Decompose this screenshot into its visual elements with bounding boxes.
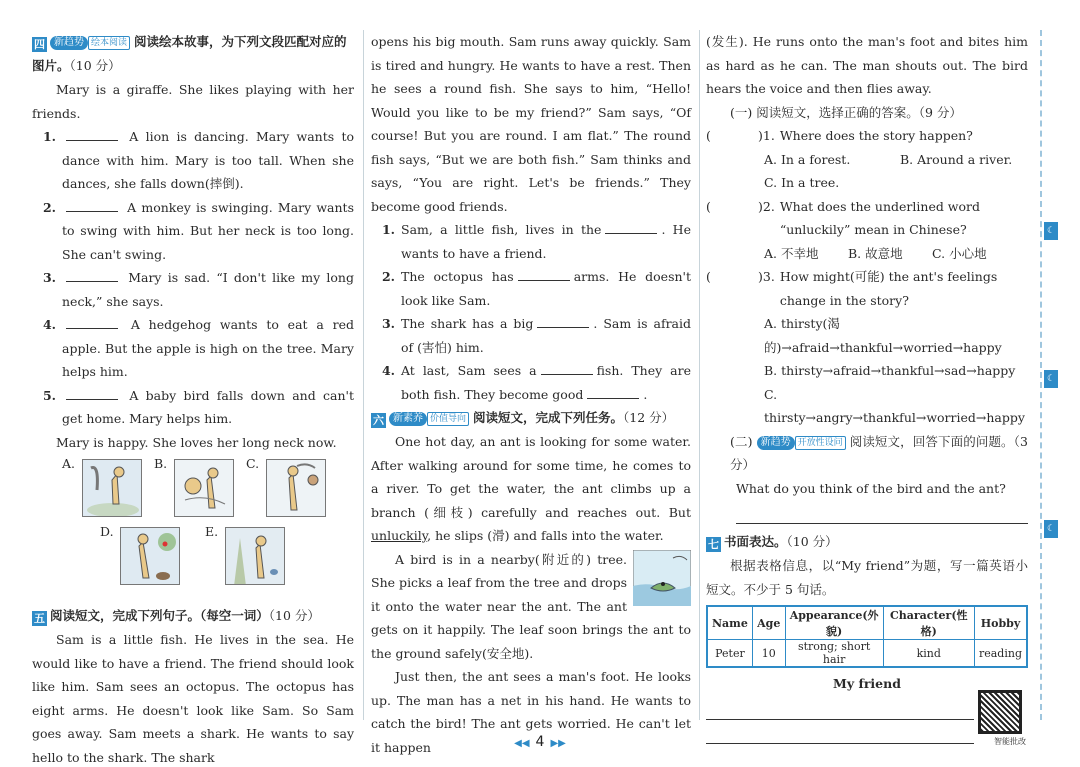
answer-blank[interactable] (66, 388, 118, 400)
giraffe-illustration (83, 460, 142, 517)
section-title: 书面表达。 (724, 534, 787, 549)
fill-item: 1. Sam, a little fish, lives in the . He wants to have a friend. (381, 222, 691, 261)
story-intro: Mary is a giraffe. She likes playing with her friends. (32, 82, 354, 121)
passage-paragraph: opens his big mouth. Sam runs away quickly. Sam is tired and hungry. He wants to have a rest. Then he sees a round fish. She says to him, “Hello! Would you like to be my friend?” Sam says, “Of course! But you are round. I am flat.” The round fish says, “But we are both fish.” Sam thinks and says, “You are right. Let's be friends.” They become good friends. (371, 34, 691, 214)
passage-paragraph: One hot day, an ant is looking for some water. After walking around for some time, he comes to a river. To get the water, the ant climbs up a branch (细枝) carefully and reaches out. But unluckily, he slips (滑) and falls into the water. (371, 434, 691, 543)
fill-item: 3. The shark has a big . Sam is afraid of (害怕) him. (381, 316, 691, 355)
table-header-row: Name Age Appearance(外貌) Character(性格) Hobby (707, 606, 1027, 640)
answer-paren[interactable]: ( (706, 128, 711, 143)
section-number: 五 (34, 612, 45, 625)
choice-question: ( )3. How might(可能) the ant's feelings change in the story? (706, 265, 1028, 312)
writing-line[interactable] (706, 696, 974, 720)
section-4-header (32, 30, 354, 78)
answer-blank[interactable] (537, 316, 589, 328)
giraffe-hedgehog-illustration (121, 528, 180, 585)
essay-title: My friend (833, 676, 901, 691)
answer-paren[interactable]: ( (706, 198, 711, 214)
section-6-header (371, 406, 691, 430)
section-points: （10 分） (268, 608, 320, 623)
subsection-title: (一) 阅读短文，选择正确的答案。（9 分） (730, 104, 962, 120)
paragraph-with-image (371, 548, 691, 666)
fill-item: 2. The octopus has arms. He doesn't look like Sam. (381, 269, 691, 308)
match-item: 4. A hedgehog wants to eat a red apple. But the apple is high on the tree. Mary helps him. (42, 317, 354, 379)
passage-paragraph: A bird is in a nearby(附近的) tree. She picks a leaf from the tree and drops it onto the water near the ant. The ant gets on it happily. The leaf soon brings the ant to the ground safely(安全地). (371, 551, 691, 661)
page-number: 4 (535, 734, 545, 750)
giraffe-monkey-illustration (267, 460, 326, 517)
column-right (706, 30, 1028, 767)
next-arrows-icon: ▶▶ (550, 738, 566, 749)
side-tab: ☾ (1044, 370, 1058, 388)
story-ending: Mary is happy. She loves her long neck now. (56, 434, 337, 450)
section-title: 阅读绘本故事，为下列文段匹配对应的图片。 (32, 34, 347, 73)
choice-options: A. 不幸地 B. 故意地 C. 小心地 (764, 245, 987, 261)
section-number: 四 (34, 38, 45, 51)
column-divider (699, 30, 700, 720)
side-tab: ☾ (1044, 520, 1058, 538)
answer-paren[interactable]: ( (706, 269, 711, 284)
section-subtag: 价值导向 (427, 412, 469, 426)
choice-options: C. In a tree. (764, 175, 840, 190)
qr-code-icon[interactable] (978, 690, 1022, 734)
choice-option[interactable]: C. thirsty→angry→thankful→worried→happy (764, 386, 1025, 425)
choice-option[interactable]: A. thirsty(渴的)→afraid→thankful→worried→happy (764, 316, 1002, 355)
open-question: What do you think of the bird and the ant? (736, 480, 1006, 496)
answer-blank[interactable] (518, 269, 570, 281)
writing-area (706, 696, 1028, 767)
giraffe-bird-illustration (226, 528, 285, 585)
giraffe-lion-illustration (175, 460, 234, 517)
answer-blank[interactable] (66, 200, 118, 212)
page-edge-line (1040, 30, 1042, 720)
section-number: 七 (708, 538, 719, 551)
passage-paragraph: Sam is a little fish. He lives in the sea. He would like to have a friend. The friend should look like him. Sam sees an octopus. The octopus has eight arms. He doesn't look like Sam. So Sam goes away. Sam meets a shark. He wants to say hello to the shark. The shark (32, 632, 354, 765)
table-row: Peter 10 strong; short hair kind reading (707, 640, 1027, 668)
answer-line[interactable] (736, 500, 1028, 524)
section-title: 阅读短文，完成下列句子。（每空一词） (50, 608, 269, 623)
answer-blank[interactable] (66, 270, 118, 282)
section-subtag: 绘本阅读 (88, 36, 130, 50)
ant-leaf-illustration (633, 550, 691, 606)
match-item: 1. A lion is dancing. Mary wants to dance with him. Mary is too tall. When she dances, she falls down(摔倒). (42, 129, 355, 191)
column-divider (363, 30, 364, 720)
choice-question: ( )2. What does the underlined word “unluckily” mean in Chinese? (706, 195, 1028, 242)
passage-paragraph: Just then, the ant sees a man's foot. He looks up. The man has a net in his hand. He wants to catch the bird! The ant gets worried. He can't let it happen (371, 669, 691, 755)
answer-blank[interactable] (605, 222, 657, 234)
writing-instructions: 根据表格信息，以“My friend”为题，写一篇英语小短文。不少于 5 句话。 (706, 558, 1028, 597)
side-tab: ☾ (1044, 222, 1058, 240)
picture-options: A. B. C. D. E. (32, 454, 354, 604)
column-middle (371, 30, 691, 759)
match-item: 5. A baby bird falls down and can't get home. Mary helps him. (42, 387, 354, 426)
choice-question: ( )1. Where does the story happen? (706, 124, 1028, 148)
passage-paragraph: (发生). He runs onto the man's foot and bites him as hard as he can. The man shouts out. The bird hears the voice and then flies away. (706, 34, 1028, 96)
answer-blank[interactable] (66, 317, 118, 329)
answer-blank[interactable] (66, 129, 118, 141)
section-points: （12 分） (623, 410, 675, 425)
section-7-header (706, 530, 1028, 554)
section-title: 阅读短文，完成下列任务。 (473, 410, 624, 425)
prev-arrows-icon: ◀◀ (514, 738, 530, 749)
section-5-header (32, 604, 354, 628)
info-table (706, 605, 1028, 668)
section-points: （10 分） (786, 534, 838, 549)
fill-item: 4. At last, Sam sees a fish. They are both fish. They become good . (381, 363, 691, 402)
answer-blank[interactable] (587, 387, 639, 399)
section-points: （10 分） (69, 58, 121, 73)
choice-options: A. In a forest. B. Around a river. (764, 151, 1013, 167)
column-left (32, 30, 354, 767)
section-tag: 新趋势 (50, 36, 88, 50)
section-tag: 新素养 (389, 412, 427, 426)
match-item: 2. A monkey is swinging. Mary wants to swing with him. But her neck is too long. She can't swing. (42, 199, 354, 262)
page-footer (0, 734, 1080, 750)
section-number: 六 (373, 414, 384, 427)
answer-blank[interactable] (541, 363, 593, 375)
choice-option[interactable]: B. thirsty→afraid→thankful→sad→happy (764, 363, 1016, 378)
qr-label: 智能批改 (994, 736, 1026, 746)
subsection-title: (二) 新趋势 开放性设问 阅读短文，回答下面的问题。（3 分） (730, 433, 1028, 472)
match-item: 3. Mary is sad. “I don't like my long neck,” she says. (42, 270, 354, 309)
underlined-word: unluckily (371, 528, 428, 543)
